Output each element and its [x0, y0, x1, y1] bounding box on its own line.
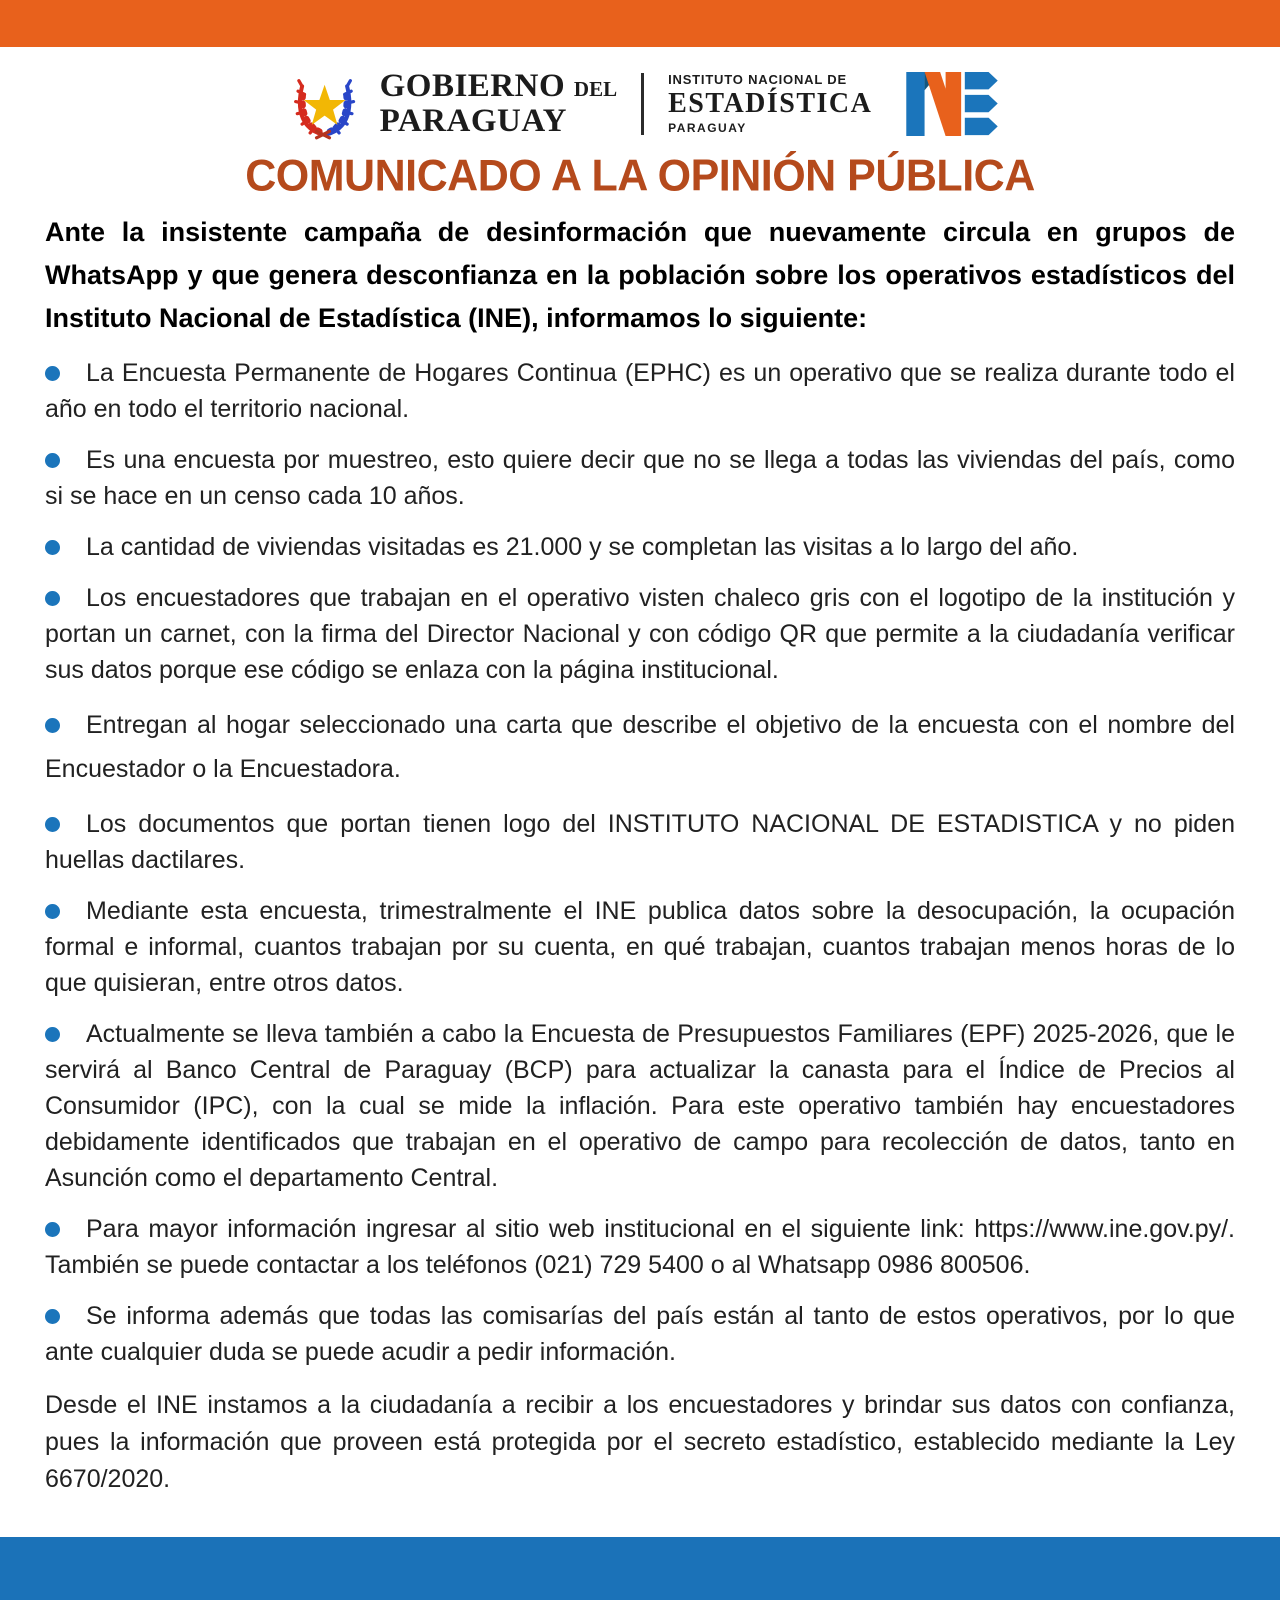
bullet-dot-icon: [45, 540, 60, 555]
bullet-item-datos-trimestrales: [45, 893, 1235, 1001]
bullet-item-documentos: [45, 806, 1235, 878]
bullet-text: La Encuesta Permanente de Hogares Continua (EPHC) es un operativo que se realiza durante todo el año en todo el territorio nacional.: [45, 359, 1235, 423]
intro-paragraph: Ante la insistente campaña de desinformación que nuevamente circula en grupos de WhatsApp y que genera desconfianza en la población sobre los operativos estadísticos del Instituto Nacional de Estadística (INE), informamos lo siguiente:: [45, 217, 1235, 333]
communique-page: [0, 47, 1280, 1537]
bullet-item-epf: [45, 1016, 1235, 1196]
bullet-dot-icon: [45, 904, 60, 919]
bullet-item-muestreo: [45, 442, 1235, 514]
communique-body: [0, 211, 1280, 1498]
bullet-text: Para mayor información ingresar al sitio web institucional en el siguiente link: https://www.ine.gov.py/. También se puede contactar a los teléfonos (021) 729 5400 o al Whatsapp 0986 800506.: [45, 1215, 1235, 1279]
bullet-dot-icon: [45, 718, 60, 733]
ine-wordmark: [668, 72, 872, 135]
bottom-accent-bar: [0, 1537, 1280, 1600]
bullet-item-comisarias: [45, 1298, 1235, 1370]
bullet-text: Se informa además que todas las comisarías del país están al tanto de estos operativos, por lo que ante cualquier duda se puede acudir a pedir información.: [45, 1302, 1235, 1366]
ine-wordmark-line3: PARAGUAY: [668, 121, 747, 135]
header: [0, 47, 1280, 147]
del-text: DEL: [573, 76, 618, 101]
page-title: COMUNICADO A LA OPINIÓN PÚBLICA: [245, 151, 1035, 201]
paraguay-text: PARAGUAY: [379, 102, 567, 139]
bullet-dot-icon: [45, 453, 60, 468]
bullet-text: Entregan al hogar seleccionado una carta que describe el objetivo de la encuesta con el nombre del Encuestador o la Encuestadora.: [45, 711, 1235, 783]
bullet-item-carta: [45, 703, 1235, 791]
bullet-dot-icon: [45, 817, 60, 832]
bullet-text: Mediante esta encuesta, trimestralmente el INE publica datos sobre la desocupación, la ocupación formal e informal, cuantos trabajan por su cuenta, en qué trabajan, cuantos trabajan menos horas de lo que quisieran, entre otros datos.: [45, 897, 1235, 997]
gobierno-text: GOBIERNO: [379, 67, 566, 104]
closing-paragraph: Desde el INE instamos a la ciudadanía a recibir a los encuestadores y brindar sus datos con confianza, pues la información que proveen está protegida por el secreto estadístico, establecido mediante la Ley 6670/2020.: [45, 1391, 1235, 1493]
bullet-text: Los encuestadores que trabajan en el operativo visten chaleco gris con el logotipo de la institución y portan un carnet, con la firma del Director Nacional y con código QR que permite a la ciudadanía verificar sus datos porque ese código se enlaza con la página institucional.: [45, 584, 1235, 684]
bullet-dot-icon: [45, 1309, 60, 1324]
gobierno-paraguay-wordmark: [379, 67, 618, 139]
bullet-item-contacto: [45, 1211, 1235, 1283]
bullet-text: Es una encuesta por muestreo, esto quiere decir que no se llega a todas las viviendas del país, como si se hace en un censo cada 10 años.: [45, 446, 1235, 510]
ine-wordmark-line1: INSTITUTO NACIONAL DE: [668, 72, 847, 87]
bullet-item-ephc: [45, 355, 1235, 427]
top-accent-bar: [0, 0, 1280, 47]
bullet-dot-icon: [45, 366, 60, 381]
bullet-text: Actualmente se lleva también a cabo la Encuesta de Presupuestos Familiares (EPF) 2025-2026, que le servirá al Banco Central de Paraguay (BCP) para actualizar la canasta para el Índice de Precios al Consumidor (IPC), con la cual se mide la inflación. Para este operativo también hay encuestadores debidamente identificados que trabajan en el operativo de campo para recolección de datos, tanto en Asunción como el departamento Central.: [45, 1020, 1235, 1192]
paraguay-seal-icon: [282, 67, 364, 141]
bullet-item-encuestadores: [45, 580, 1235, 688]
bullet-item-viviendas: [45, 529, 1235, 565]
bullet-dot-icon: [45, 1222, 60, 1237]
bullet-text: Los documentos que portan tienen logo del INSTITUTO NACIONAL DE ESTADISTICA y no piden huellas dactilares.: [45, 810, 1235, 874]
ine-wordmark-line2: ESTADÍSTICA: [668, 88, 873, 119]
bullet-dot-icon: [45, 1027, 60, 1042]
ine-logo-icon: [906, 72, 998, 136]
bullet-dot-icon: [45, 591, 60, 606]
bullet-text: La cantidad de viviendas visitadas es 21.000 y se completan las visitas a lo largo del año.: [86, 533, 1079, 561]
header-divider: [641, 73, 644, 135]
